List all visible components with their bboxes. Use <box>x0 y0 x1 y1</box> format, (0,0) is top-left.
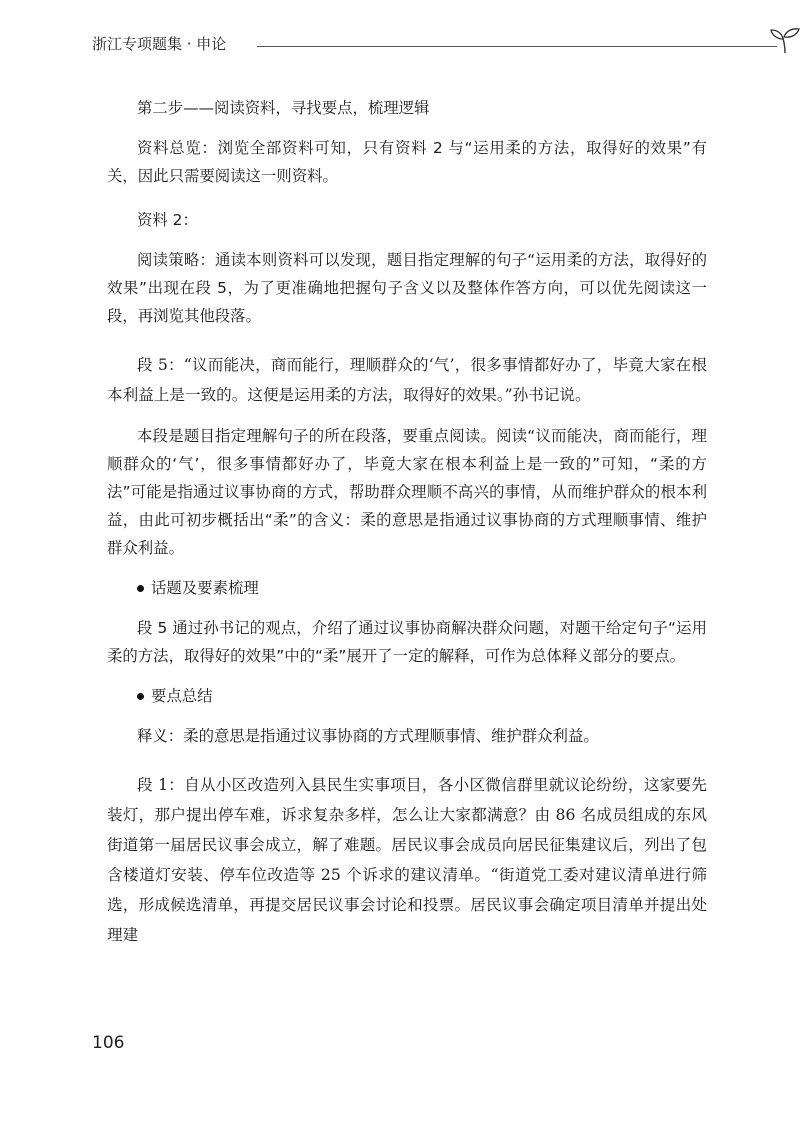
material-paragraph-5 <box>107 350 707 410</box>
material-paragraph-1: 段 1：自从小区改造列入县民生实事项目，各小区微信群里就议论纷纷，这家要先装灯，那户提出停车难，诉求复杂多样，怎么让大家都满意？由 86 名成员组成的东风街道第一届居民议事会成立，解了难题。居民议事会成员向居民征集建议后，列出了包含楼道灯安装、停车位改造等 25 个诉求的建议清单。“街道党工委对建议清单进行筛选，形成候选清单，再提交居民议事会讨论和投票。居民议事会确定项目清单并提出处理建 <box>107 776 707 944</box>
header-rule <box>257 46 777 47</box>
definition-summary: 释义：柔的意思是指通过议事协商的方式理顺事情、维护群众利益。 <box>137 727 599 745</box>
page-body <box>107 94 707 950</box>
material-label: 资料 2： <box>137 211 198 229</box>
bullet-dot <box>137 693 144 700</box>
analysis-paragraph: 本段是题目指定理解句子的所在段落，要重点阅读。阅读“议而能决，商而能行，理顺群众的‘气’，很多事情都好办了，毕竟大家在根本利益上是一致的”可知，“柔的方法”可能是指通过议事协商的方式，帮助群众理顺不高兴的事情，从而维护群众的根本利益，由此可初步概括出“柔”的含义：柔的意思是指通过议事协商的方式理顺事情、维护群众利益。 <box>107 427 707 557</box>
sprout-icon <box>768 26 800 54</box>
topic-summary: 段 5 通过孙书记的观点，介绍了通过议事协商解决群众问题，对题干给定句子“运用柔的方法，取得好的效果”中的“柔”展开了一定的解释，可作为总体释义部分的要点。 <box>107 619 707 665</box>
material-overview: 资料总览：浏览全部资料可知，只有资料 2 与“运用柔的方法，取得好的效果”有关，因此只需要阅读这一则资料。 <box>107 139 707 185</box>
bullet-points <box>107 682 707 710</box>
bullet-topic <box>107 574 707 602</box>
bullet-dot <box>137 585 144 592</box>
header-title: 浙江专项题集 · 申论 <box>92 35 227 53</box>
step-heading: 第二步——阅读资料，寻找要点，梳理逻辑 <box>137 99 430 117</box>
bullet-points-label: 要点总结 <box>151 687 213 705</box>
reading-strategy: 阅读策略：通读本则资料可以发现，题目指定理解的句子“运用柔的方法，取得好的效果”出现在段 5，为了更准确地把握句子含义以及整体作答方向，可以优先阅读这一段，再浏览其他段落。 <box>107 251 707 325</box>
page-number: 106 <box>92 1033 125 1053</box>
bullet-topic-label: 话题及要素梳理 <box>151 579 259 597</box>
running-header <box>92 34 712 58</box>
material-paragraph-5-text: 段 5：“议而能决，商而能行，理顺群众的‘气’，很多事情都好办了，毕竟大家在根本利益上是一致的。这便是运用柔的方法，取得好的效果。”孙书记说。 <box>107 356 707 404</box>
